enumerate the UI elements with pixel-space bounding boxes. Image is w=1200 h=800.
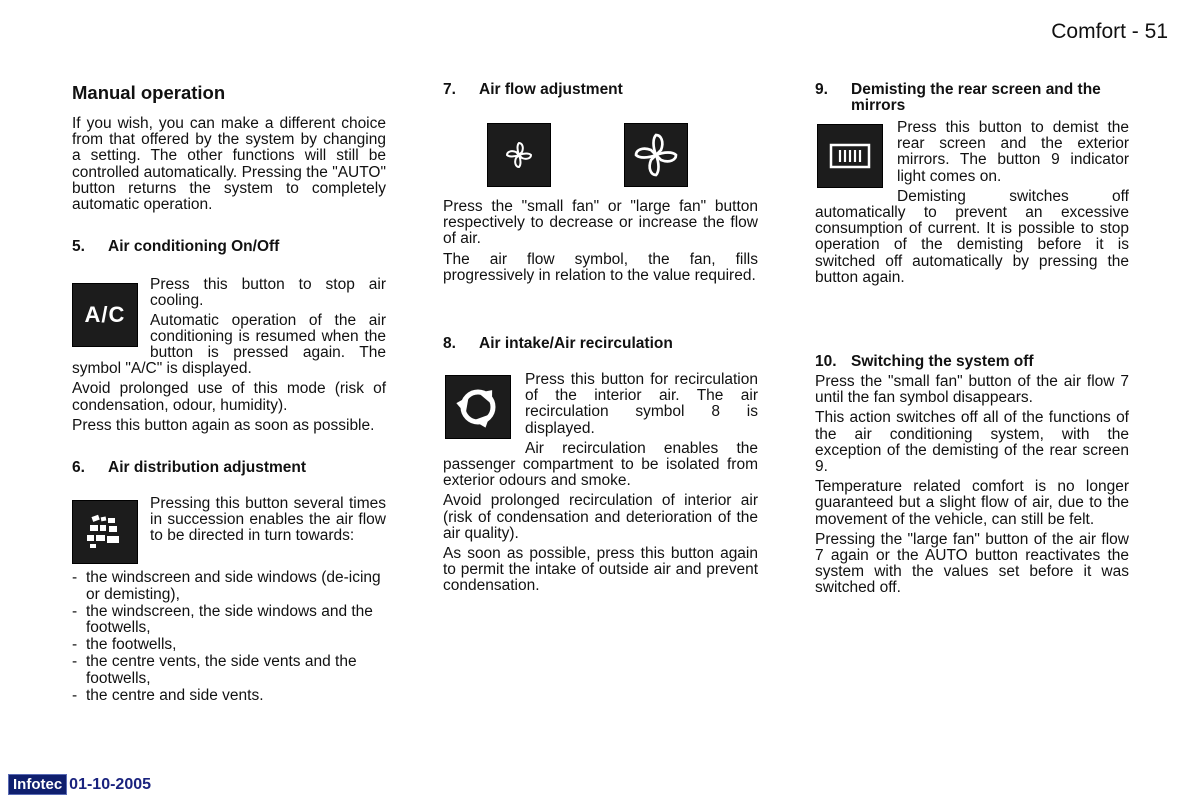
section-7-p1: Press the "small fan" or "large fan" button respectively to decrease or increase the flow of air. (443, 198, 758, 248)
page-footer (8, 774, 151, 795)
ac-button-icon (72, 283, 138, 347)
section-6-body (72, 496, 386, 704)
section-10-p4: Pressing the "large fan" button of the air flow 7 again or the AUTO button reactivates the system with the values set before it was switched off. (815, 530, 1129, 597)
section-9-heading (815, 82, 1129, 114)
section-9-number: 9. (815, 81, 828, 98)
section-5-p4: Press this button again as soon as possible. (72, 416, 375, 434)
section-8-body (443, 372, 758, 595)
manual-operation-title: Manual operation (72, 82, 226, 103)
section-10-p2: This action switches off all of the functions of the air conditioning system, with the exception of the demisting of the rear screen 9. (815, 409, 1129, 476)
section-5-number: 5. (72, 238, 85, 256)
footer-date: 01-10-2005 (69, 775, 152, 793)
section-9-body (815, 120, 1129, 286)
list-item: - the footwells, (72, 636, 177, 654)
section-10-number: 10. (815, 353, 837, 371)
list-item: - the centre and side vents. (72, 686, 264, 704)
page-number: 51 (1144, 20, 1168, 43)
header-separator: - (1131, 20, 1139, 43)
section-6-p1: Pressing this button several times in succession enables the air flow to be directed in turn towards: (150, 495, 386, 545)
small-fan-icon (487, 123, 551, 187)
section-8-p2: Air recirculation enables the passenger compartment to be isolated from exterior odours and smoke. (443, 439, 758, 490)
section-8-heading (443, 336, 758, 352)
section-9-title: Demisting the rear screen and the mirrors (851, 81, 1101, 114)
fan-icons-row (487, 123, 758, 187)
manual-operation-intro: If you wish, you can make a different choice from that offered by the system by changing a setting. The other functions will still be controlled automatically. Pressing the "AUTO" button returns the system to completely automatic operation. (72, 115, 386, 214)
section-7-number: 7. (443, 81, 456, 98)
section-8-title: Air intake/Air recirculation (479, 335, 673, 353)
section-6-number: 6. (72, 459, 85, 477)
section-5-body (72, 277, 386, 434)
rear-screen-demist-icon (817, 124, 883, 188)
section-8-number: 8. (443, 335, 456, 353)
section-title: Comfort (1051, 20, 1126, 43)
section-5-p3: Avoid prolonged use of this mode (risk of condensation, odour, humidity). (72, 380, 386, 414)
section-10-p1: Press the "small fan" button of the air flow 7 until the fan symbol disappears. (815, 373, 1129, 407)
list-item: - the windscreen, the side windows and the footwells, (72, 602, 373, 637)
air-recirculation-icon (445, 375, 511, 439)
infotec-logo: Infotec (8, 774, 67, 795)
section-7-title: Air flow adjustment (479, 81, 623, 98)
air-distribution-list (72, 570, 386, 704)
section-7-p2: The air flow symbol, the fan, fills progressively in relation to the value required. (443, 250, 758, 284)
page-header (1051, 20, 1168, 44)
column-1 (72, 82, 386, 704)
ac-icon-label: A/C (84, 302, 126, 328)
section-5-p2: Automatic operation of the air conditioning is resumed when the button is pressed again. The symbol "A/C" is displayed. (72, 311, 386, 378)
section-5-p1: Press this button to stop air cooling. (150, 276, 386, 310)
section-10-p3: Temperature related comfort is no longer guaranteed but a slight flow of air, due to the movement of the vehicle, can still be felt. (815, 478, 1129, 528)
section-10-heading (815, 354, 1129, 370)
column-2 (443, 82, 758, 599)
section-7-heading (443, 82, 758, 98)
section-5-heading (72, 239, 386, 255)
list-item: - the centre vents, the side vents and the footwells, (72, 653, 357, 687)
section-8-p1: Press this button for recirculation of the interior air. The air recirculation symbol 8 is displayed. (525, 371, 758, 437)
section-9-p1: Press this button to demist the rear screen and the exterior mirrors. The button 9 indicator light comes on. (897, 119, 1129, 185)
column-3 (815, 82, 1129, 601)
list-item: - the windscreen and side windows (de-icing or demisting), (72, 569, 381, 603)
section-8-p4: As soon as possible, press this button again to permit the intake of outside air and prevent condensation. (443, 545, 758, 595)
section-10-title: Switching the system off (851, 353, 1034, 371)
section-9-p2: Demisting switches off automatically to prevent an excessive consumption of current. It is possible to stop operation of the demisting before it is switched off automatically by pressing the button again. (815, 187, 1129, 286)
section-6-heading (72, 460, 386, 476)
large-fan-icon (624, 123, 688, 187)
air-distribution-icon (72, 500, 138, 564)
section-6-title: Air distribution adjustment (108, 459, 307, 477)
section-8-p3: Avoid prolonged recirculation of interior air (risk of condensation and deterioration of the air quality). (443, 492, 758, 542)
section-5-title: Air conditioning On/Off (108, 238, 280, 256)
